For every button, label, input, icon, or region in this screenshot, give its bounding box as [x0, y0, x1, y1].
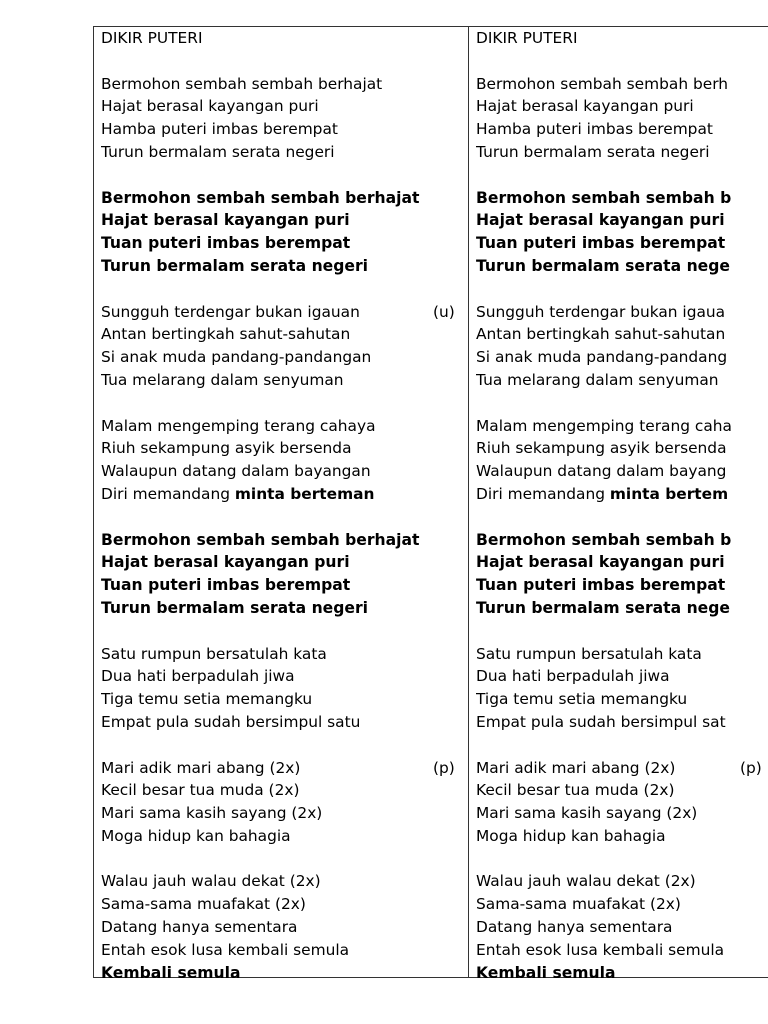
lyric-line [476, 779, 768, 802]
lyric-line [476, 665, 768, 688]
line-text: Tuan puteri imbas berempat [476, 234, 726, 253]
line-text: Turun bermalam serata negeri [476, 142, 710, 161]
line-text: Kembali semula [101, 963, 241, 982]
chorus-line [476, 209, 768, 232]
lyric-line [101, 483, 467, 506]
line-text: DIKIR PUTERI [476, 29, 578, 47]
line-text: Moga hidup kan bahagia [101, 826, 291, 845]
lyric-line [476, 870, 768, 893]
line-text: Bermohon sembah sembah berhajat [101, 74, 383, 93]
line-text: Tua melarang dalam senyuman [101, 370, 344, 389]
line-text: Mari adik mari abang (2x) [476, 758, 676, 777]
line-text: Si anak muda pandang-pandangan [101, 348, 372, 367]
blank-line [476, 164, 768, 187]
line-text: Dua hati berpadulah jiwa [101, 667, 295, 686]
chorus-line [476, 232, 768, 255]
lyric-line [101, 779, 467, 802]
lyric-line [476, 460, 768, 483]
chorus-line [101, 255, 467, 278]
line-text: Turun bermalam serata nege [476, 256, 730, 275]
chorus-line [476, 187, 768, 210]
chorus-line [101, 187, 467, 210]
lyric-line [476, 916, 768, 939]
line-note: (u) [433, 302, 455, 321]
line-text: Tuan puteri imbas berempat [101, 576, 351, 595]
lyric-line [101, 95, 467, 118]
chorus-line [476, 574, 768, 597]
line-text: Riuh sekampung asyik bersenda [476, 439, 727, 458]
lyric-line [476, 893, 768, 916]
line-text: Sama-sama muafakat (2x) [476, 895, 681, 914]
line-text: Sama-sama muafakat (2x) [101, 895, 306, 914]
line-text: Hajat berasal kayangan puri [101, 553, 350, 572]
lyric-line [101, 665, 467, 688]
line-text: Empat pula sudah bersimpul satu [101, 712, 361, 731]
blank-line [101, 50, 467, 73]
chorus-line [101, 574, 467, 597]
chorus-line [101, 597, 467, 620]
line-text: Tiga temu setia memangku [476, 690, 688, 709]
lyric-line [476, 825, 768, 848]
blank-line [101, 734, 467, 757]
line-text: Mari sama kasih sayang (2x) [476, 804, 698, 823]
line-text: Kembali semula [476, 963, 616, 982]
line-text: Bermohon sembah sembah b [476, 188, 732, 207]
lyric-line [476, 118, 768, 141]
left-column [101, 27, 467, 984]
line-text: Kecil besar tua muda (2x) [476, 781, 675, 800]
line-text: Tuan puteri imbas berempat [476, 576, 726, 595]
chorus-line [101, 209, 467, 232]
line-text: Malam mengemping terang cahaya [101, 416, 376, 435]
lyric-line [101, 893, 467, 916]
line-note: (p) [740, 758, 762, 777]
line-text: Bermohon sembah sembah berhajat [101, 530, 420, 549]
line-note: (p) [433, 758, 455, 777]
lyric-line [101, 141, 467, 164]
lyric-line [476, 757, 768, 780]
lyric-line [101, 118, 467, 141]
lyric-line [101, 415, 467, 438]
line-text: Turun bermalam serata negeri [101, 256, 369, 275]
lyric-line [101, 643, 467, 666]
lyric-line [476, 802, 768, 825]
line-text: Turun bermalam serata nege [476, 598, 730, 617]
lyric-line [476, 711, 768, 734]
blank-line [476, 278, 768, 301]
line-text: Bermohon sembah sembah berhajat [101, 188, 420, 207]
line-text: Bermohon sembah sembah b [476, 530, 732, 549]
line-text: Hamba puteri imbas berempat [101, 120, 338, 139]
blank-line [101, 392, 467, 415]
blank-line [101, 848, 467, 871]
lyric-line [476, 27, 768, 50]
line-text: Hajat berasal kayangan puri [476, 553, 725, 572]
line-text: DIKIR PUTERI [101, 29, 203, 47]
lyric-line [101, 437, 467, 460]
blank-line [476, 506, 768, 529]
blank-line [101, 278, 467, 301]
chorus-line [476, 597, 768, 620]
line-text: Mari adik mari abang (2x) [101, 758, 301, 777]
line-text: Datang hanya sementara [101, 918, 298, 937]
lyric-line [101, 460, 467, 483]
line-text: Walaupun datang dalam bayangan [101, 462, 371, 481]
blank-line [476, 848, 768, 871]
line-text: Kecil besar tua muda (2x) [101, 781, 300, 800]
line-text: Hajat berasal kayangan puri [476, 97, 694, 116]
line-text: Turun bermalam serata negeri [101, 598, 369, 617]
line-text: Antan bertingkah sahut-sahutan [476, 325, 726, 344]
line-text: Walau jauh walau dekat (2x) [101, 872, 321, 891]
lyric-line [101, 757, 467, 780]
line-text: Malam mengemping terang caha [476, 416, 732, 435]
line-text: Mari sama kasih sayang (2x) [101, 804, 323, 823]
line-text: Sungguh terdengar bukan igaua [476, 302, 726, 321]
line-bold-tail: minta berteman [234, 484, 375, 503]
lyric-line [476, 483, 768, 506]
line-text: Hajat berasal kayangan puri [476, 211, 725, 230]
column-divider [468, 26, 469, 978]
chorus-line [101, 529, 467, 552]
line-text: Datang hanya sementara [476, 918, 673, 937]
right-column [476, 27, 768, 984]
lyric-line [476, 301, 768, 324]
lyric-line [101, 323, 467, 346]
line-text: Entah esok lusa kembali semula [101, 940, 350, 959]
line-text: Turun bermalam serata negeri [101, 142, 335, 161]
lyric-line [101, 916, 467, 939]
line-text: Tiga temu setia memangku [101, 690, 313, 709]
blank-line [476, 620, 768, 643]
blank-line [101, 506, 467, 529]
line-text: Entah esok lusa kembali semula [476, 940, 725, 959]
line-text: Walaupun datang dalam bayang [476, 462, 727, 481]
chorus-line [476, 529, 768, 552]
chorus-line [476, 255, 768, 278]
line-text: Tuan puteri imbas berempat [101, 234, 351, 253]
lyric-line [476, 346, 768, 369]
line-text: Dua hati berpadulah jiwa [476, 667, 670, 686]
blank-line [476, 50, 768, 73]
line-text: Antan bertingkah sahut-sahutan [101, 325, 351, 344]
chorus-line [101, 232, 467, 255]
lyric-line [101, 802, 467, 825]
line-text: Diri memandang [476, 484, 610, 503]
lyric-line [476, 643, 768, 666]
lyric-line [101, 369, 467, 392]
line-text: Satu rumpun bersatulah kata [476, 644, 702, 663]
line-bold-tail: minta bertem [609, 484, 729, 503]
line-text: Walau jauh walau dekat (2x) [476, 872, 696, 891]
lyric-line [476, 73, 768, 96]
line-text: Empat pula sudah bersimpul sat [476, 712, 726, 731]
lyric-line [101, 27, 467, 50]
line-text: Moga hidup kan bahagia [476, 826, 666, 845]
line-text: Hajat berasal kayangan puri [101, 97, 319, 116]
blank-line [101, 620, 467, 643]
lyric-line [476, 415, 768, 438]
lyric-line [101, 73, 467, 96]
chorus-line [476, 551, 768, 574]
line-text: Bermohon sembah sembah berh [476, 74, 729, 93]
line-text: Hamba puteri imbas berempat [476, 120, 713, 139]
blank-line [476, 392, 768, 415]
blank-line [476, 734, 768, 757]
lyric-line [476, 688, 768, 711]
lyric-line [476, 369, 768, 392]
lyric-line [476, 95, 768, 118]
chorus-line [101, 962, 467, 985]
lyric-line [101, 346, 467, 369]
line-text: Satu rumpun bersatulah kata [101, 644, 327, 663]
line-text: Diri memandang [101, 484, 235, 503]
lyric-line [101, 711, 467, 734]
lyric-line [101, 870, 467, 893]
lyric-line [101, 825, 467, 848]
lyric-line [476, 141, 768, 164]
lyric-line [476, 437, 768, 460]
line-text: Sungguh terdengar bukan igauan [101, 302, 360, 321]
lyric-line [476, 939, 768, 962]
line-text: Hajat berasal kayangan puri [101, 211, 350, 230]
lyric-line [101, 301, 467, 324]
lyric-line [476, 323, 768, 346]
line-text: Tua melarang dalam senyuman [476, 370, 719, 389]
blank-line [101, 164, 467, 187]
line-text: Si anak muda pandang-pandang [476, 348, 728, 367]
chorus-line [476, 962, 768, 985]
chorus-line [101, 551, 467, 574]
lyric-line [101, 939, 467, 962]
line-text: Riuh sekampung asyik bersenda [101, 439, 352, 458]
lyric-line [101, 688, 467, 711]
